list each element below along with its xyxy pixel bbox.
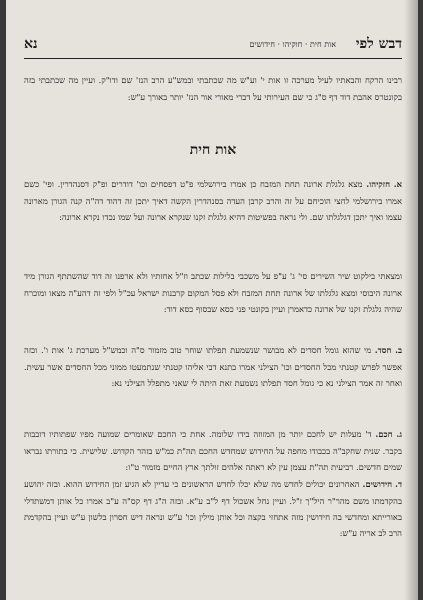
entry-headword: חכם. (375, 429, 393, 440)
book-title: דבש לפי (355, 36, 402, 52)
entry-text: ומצאתי בילקוט שיר השירים סי' ג' ע"פ על משכבי בלילות שכתב וז"ל אחזתיו ולא ארפנו זה דוד שהשתתף הגורן מיד ארונה היבוסי ומצא גלגלתו של ארונה תחת המזבח ולא פסל המקום קרבנות ישראל עכ"ל ולפי זה דהע"ה מצאו ומוכרח שהיה גלגלת זקנו של ארונה כדאמרן ועיין בקונטי פני כסא שבסוף כסא דוד: (24, 271, 402, 314)
entry-number: ב. (395, 345, 403, 356)
entry-headword: חידושים. (362, 479, 393, 490)
entry-text: ד' מעלות יש לחכם יותר מן המזוזה בידו שלומה. אחת כי החכם שאומרים שמועה מפיו שפתותיו דובבות בקבר. שנית שחקב"ה בכבודו מחפה על החידוש שמחדש החכם תה"ת כמ"ש בזהר הקדוש. שלישית. כי בתורתו נבראו שמים חדשים. רביעית תה"ת עצמן עין לא ראתה אלהים זולתך ארץ החיים מזמור ט"ו: (24, 429, 402, 472)
entry-paragraph (24, 268, 402, 317)
page-number: נא (24, 36, 38, 52)
entry-text: מי שהוא גומל חסדים לא מבושר שנשמעת תפלתו שוחר טוב מזמור ס"ה וכמש"ל מערכת ג' אות ו'. וכזה אפשר לפרש קטנתי מכל החסדים וכו' הצילני אמרו בתנא דבי אליהו קטנתי שנתמעטו ממוני מכל החסדים אשר עשית. ואחר זה אמר הצילני נא כי גומל חסד תפלתו נשמעת זאת היתה לי שאני מתפלל הצילני נא: (24, 345, 402, 388)
entry-number: א. (393, 179, 402, 190)
entry-number: ד. (395, 479, 402, 490)
entry-number: ג. (396, 429, 403, 440)
running-header (24, 36, 402, 56)
section-title: אות חית (189, 142, 237, 158)
page (24, 0, 402, 600)
entry-headword: חזקיהו. (366, 179, 391, 190)
entry-paragraph (24, 176, 402, 225)
entry-headword: חסד. (374, 345, 392, 356)
intro-paragraph: רבינו הרקח והבאתיו לעיל מערכה זו אות י' וע"ש מה שכתבתי ובמש"ע הרב הנז' שם ודו"ק. ועיין מה שכתבתי בזה בקונטרס אהבת דוד דף ס"ג כי שם העירותי על דברי מאורי אור הנז' יותר באורך ע"ש: (24, 75, 402, 102)
entry-paragraph (24, 426, 402, 475)
entry-text: מצא גלגלת ארונה תחת המזבח כן אמרו בירושלמי פ"ט דפסחים וכו' דודרים ופ"ק דסנהדרין. ופי' כשם אמרו בירושלמי לחצי הוכיחם על זה והרב קרבן העדה בסנהדרין הקשה דאיך יתכן זה דהוד דה"ה קנה הגורן מארונה עצמו ואיך יתכן דגלגלתו שם. ולי נראה בפשיטות דהיא גלגלת זקנו שנקרא ארונה ועל שמו נכדו נקרא ארונה: (24, 179, 402, 222)
header-subtitle: אות חית · חוקיהו · חידושים (249, 40, 336, 49)
entry-text: האחרונים יכולים לחדש מה שלא יכלו לחדש הראשונים כי עדיין לא הגיע זמן החידוש ההוא. ובזה יהושע בהקדמתו משם מהר"ר היל"ך ז"ל. ועיין נחל אשכול דף ל"ב ע"א. ובזה ה"ג דף קס"ה ע"ב אמרו כל אותן דמשתדלי באורייתא ומחדשי בה חידושין מזה אתחזי בקצה וכל אותן מילין וכו' ע"ש ונראה דיש חסרון בלשון ע"ש ועיין בהקדמת הרב לב אריה ע"ש: (24, 479, 402, 538)
spine-shadow (404, 0, 418, 600)
book-page-area (6, 0, 418, 600)
entry-paragraph (24, 476, 402, 541)
entry-paragraph (24, 342, 402, 391)
header-rule (24, 58, 402, 59)
